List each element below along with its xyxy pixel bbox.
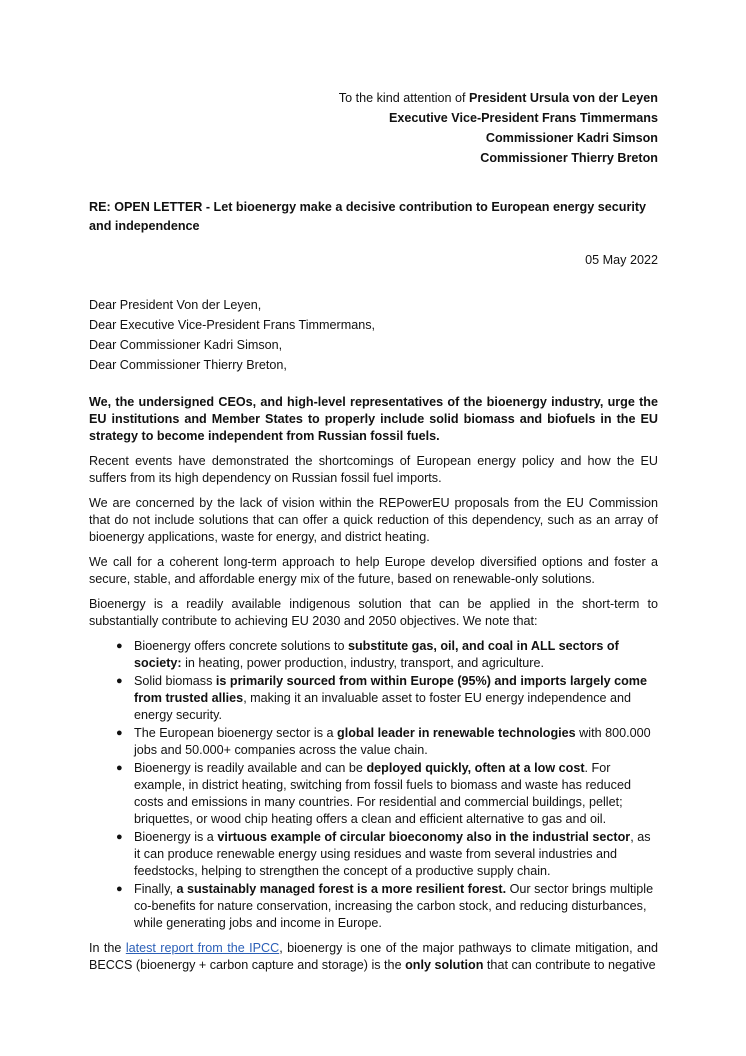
list-item: ● Bioenergy is readily available and can be deployed quickly, often at a low cost. For example, in district heating, switching from fossil fuels to biomass and waste has reduced costs and emissions in many countries. For residential and commercial buildings, pellet; briquettes, or wood chip heating offers a clean and efficient alternative to gas and oil.: [116, 761, 631, 826]
list-item: ● Solid biomass is primarily sourced from within Europe (95%) and imports largely come from trusted allies, making it an invaluable asset to foster EU energy independence and energy security.: [116, 674, 647, 722]
list-item: ● Finally, a sustainably managed forest is a more resilient forest. Our sector brings multiple co-benefits for nature conservation, increasing the carbon stock, and reducing disturbances, while generating jobs and income in Europe.: [116, 882, 654, 930]
bullet-icon: ●: [116, 762, 123, 774]
addressee-line-1: [339, 88, 658, 108]
bullet-icon: ●: [116, 675, 123, 687]
addressee-line-2: [339, 108, 658, 128]
subject-line: RE: OPEN LETTER - Let bioenergy make a decisive contribution to European energy security and independence: [89, 200, 647, 233]
body-paragraph: Bioenergy is a readily available indigenous solution that can be applied in the short-term to substantially contribute to achieving EU 2030 and 2050 objectives. We note that:: [89, 597, 658, 628]
body-paragraph: We are concerned by the lack of vision within the REPowerEU proposals from the EU Commission that do not include solutions that can offer a quick reduction of this dependency, such as an array of bioenergy applications, waste for energy, and district heating.: [89, 496, 658, 544]
addressee-commissioner-breton: Commissioner Thierry Breton: [480, 151, 658, 165]
body-paragraph: We call for a coherent long-term approach to help Europe develop diversified options and foster a secure, stable, and affordable energy mix of the future, based on renewable-only solutions.: [89, 555, 658, 586]
addressee-block: [339, 88, 658, 168]
bullet-icon: ●: [116, 883, 123, 895]
addressee-line-4: [339, 148, 658, 168]
addressee-intro: To the kind attention of: [338, 91, 470, 105]
letter-body: [89, 394, 658, 982]
closing-paragraph: In the latest report from the IPCC, bioenergy is one of the major pathways to climate mitigation, and BECCS (bioenergy + carbon capture and storage) is the only solution that can contribute to negative: [89, 941, 658, 972]
letter-date: 05 May 2022: [585, 253, 658, 267]
salutation-line: Dear President Von der Leyen,: [89, 298, 262, 312]
bullet-icon: ●: [116, 727, 123, 739]
bullet-list: [89, 638, 658, 932]
addressee-commissioner-simson: Commissioner Kadri Simson: [485, 131, 658, 145]
list-item: ● The European bioenergy sector is a global leader in renewable technologies with 800.000 jobs and 50.000+ companies across the value chain.: [116, 726, 651, 757]
salutation-block: [89, 295, 375, 375]
list-item: ● Bioenergy offers concrete solutions to substitute gas, oil, and coal in ALL sectors of society: in heating, power production, industry, transport, and agriculture.: [116, 639, 619, 670]
addressee-president: President Ursula von der Leyen: [469, 91, 658, 105]
bullet-icon: ●: [116, 640, 123, 652]
salutation-line: Dear Commissioner Thierry Breton,: [89, 358, 287, 372]
salutation-line: Dear Commissioner Kadri Simson,: [89, 338, 283, 352]
addressee-evp: Executive Vice-President Frans Timmermans: [388, 111, 658, 125]
lead-paragraph: We, the undersigned CEOs, and high-level representatives of the bioenergy industry, urge the EU institutions and Member States to properly include solid biomass and biofuels in the EU strategy to become independent from Russian fossil fuels.: [89, 395, 658, 443]
salutation-line: Dear Executive Vice-President Frans Timmermans,: [89, 318, 376, 332]
body-paragraph: Recent events have demonstrated the shortcomings of European energy policy and how the EU suffers from its high dependency on Russian fossil fuel imports.: [89, 454, 658, 485]
addressee-line-3: [339, 128, 658, 148]
ipcc-report-link[interactable]: latest report from the IPCC: [125, 941, 280, 955]
list-item: ● Bioenergy is a virtuous example of circular bioeconomy also in the industrial sector, as it can produce renewable energy using residues and waste from several industries and feedstocks, helping to strengthen the concept of a productive supply chain.: [116, 830, 651, 878]
bullet-icon: ●: [116, 831, 123, 843]
